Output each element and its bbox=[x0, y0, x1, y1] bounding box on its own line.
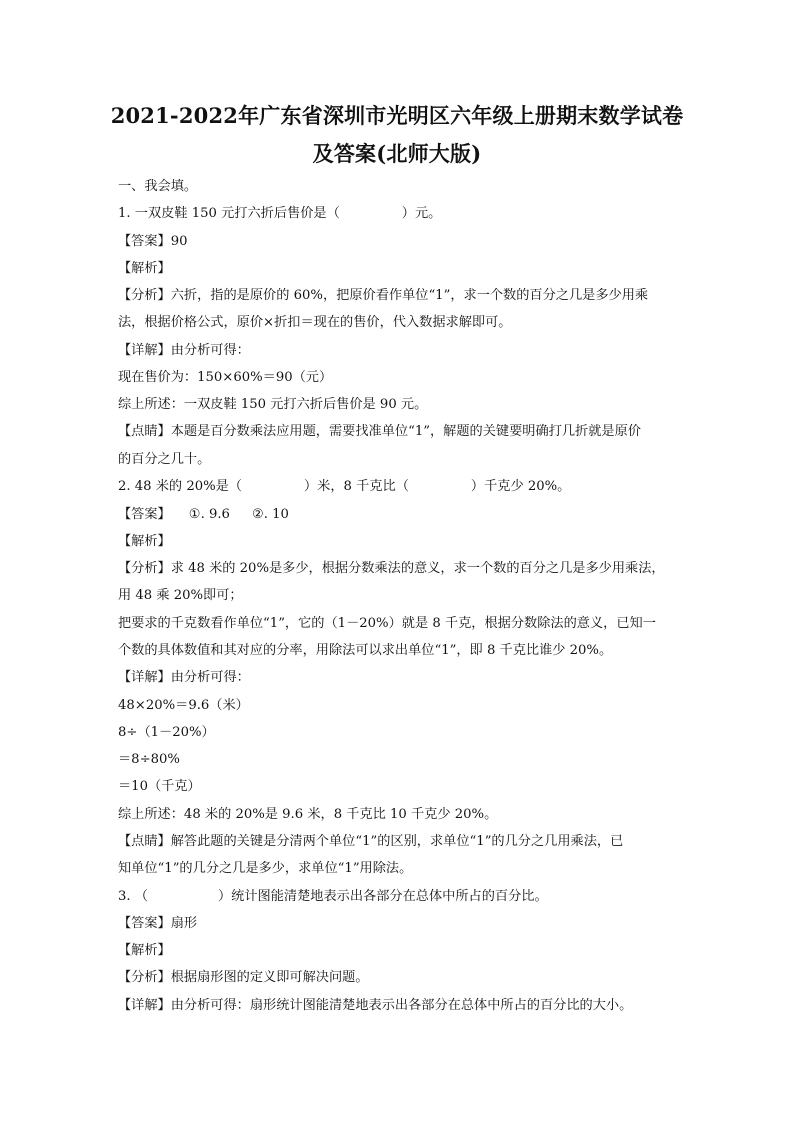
q1-dianjing-2: 的百分之几十。 bbox=[118, 452, 211, 467]
q2-stem-b: ）米，8 千克比（ bbox=[304, 479, 409, 494]
q2-xiangjie: 【详解】由分析可得： bbox=[118, 670, 250, 685]
q1-fenxi-2: 法，根据价格公式，原价×折扣＝现在的售价，代入数据求解即可。 bbox=[118, 315, 512, 330]
q3-fenxi-1: 【分析】根据扇形图的定义即可解决问题。 bbox=[118, 970, 369, 985]
q3-analysis-label: 【解析】 bbox=[118, 943, 171, 958]
q2-calc-3: ＝8÷80% bbox=[118, 752, 180, 767]
q2-fenxi-3: 把要求的千克数看作单位“1”，它的（1－20%）就是 8 千克，根据分数除法的意义，已知一 bbox=[118, 616, 656, 631]
q2-analysis-label: 【解析】 bbox=[118, 534, 171, 549]
q2-stem-c: ）千克少 20%。 bbox=[470, 479, 571, 494]
q1-answer: 【答案】90 bbox=[118, 234, 188, 249]
q2-stem-a: 2. 48 米的 20%是（ bbox=[118, 479, 242, 494]
q1-summary: 综上所述：一双皮鞋 150 元打六折后售价是 90 元。 bbox=[118, 397, 428, 412]
document-title-line2: 及答案(北师大版) bbox=[312, 141, 482, 166]
q3-stem-a: 3. （ bbox=[118, 889, 148, 904]
q1-stem bbox=[118, 205, 688, 223]
q2-summary: 综上所述：48 米的 20%是 9.6 米，8 千克比 10 千克少 20%。 bbox=[118, 807, 498, 822]
q2-calc-2: 8÷（1－20%） bbox=[118, 725, 215, 740]
q1-calc-1: 现在售价为：150×60%＝90（元） bbox=[118, 370, 333, 385]
q2-fenxi-1: 【分析】求 48 米的 20%是多少，根据分数乘法的意义，求一个数的百分之几是多少用乘法， bbox=[118, 561, 665, 576]
q2-answer-1: ①. 9.6 bbox=[188, 507, 230, 522]
q3-answer: 【答案】扇形 bbox=[118, 916, 198, 931]
q1-dianjing-1: 【点睛】本题是百分数乘法应用题，需要找准单位“1”，解题的关键要明确打几折就是原价 bbox=[118, 424, 641, 439]
q1-stem-b: ）元。 bbox=[401, 206, 442, 221]
q3-stem-b: ）统计图能清楚地表示出各部分在总体中所占的百分比。 bbox=[217, 889, 548, 904]
document-title-line1: 2021-2022年广东省深圳市光明区六年级上册期末数学试卷 bbox=[110, 103, 684, 128]
q1-stem-a: 1. 一双皮鞋 150 元打六折后售价是（ bbox=[118, 206, 340, 221]
q2-dianjing-2: 知单位“1”的几分之几是多少，求单位“1”用除法。 bbox=[118, 861, 413, 876]
q3-stem bbox=[118, 888, 688, 906]
q3-xiangjie: 【详解】由分析可得：扇形统计图能清楚地表示出各部分在总体中所占的百分比的大小。 bbox=[118, 998, 633, 1013]
q1-fenxi-1: 【分析】六折，指的是原价的 60%，把原价看作单位“1”，求一个数的百分之几是多少用乘 bbox=[118, 288, 649, 303]
q2-calc-4: ＝10（千克） bbox=[118, 779, 201, 794]
q2-fenxi-4: 个数的具体数值和其对应的分率，用除法可以求出单位“1”，即 8 千克比谁少 20%。 bbox=[118, 643, 613, 658]
q2-answer bbox=[118, 506, 688, 524]
section-heading: 一、我会填。 bbox=[118, 179, 198, 194]
q2-fenxi-2: 用 48 乘 20%即可； bbox=[118, 588, 243, 603]
q2-answer-2: ②. 10 bbox=[251, 507, 289, 522]
q2-answer-label: 【答案】 bbox=[118, 507, 171, 522]
q1-analysis-label: 【解析】 bbox=[118, 261, 171, 276]
q2-calc-1: 48×20%＝9.6（米） bbox=[118, 698, 249, 713]
q1-xiangjie: 【详解】由分析可得： bbox=[118, 343, 250, 358]
q2-stem bbox=[118, 478, 688, 496]
q2-dianjing-1: 【点睛】解答此题的关键是分清两个单位“1”的区别，求单位“1”的几分之几用乘法，已 bbox=[118, 834, 624, 849]
